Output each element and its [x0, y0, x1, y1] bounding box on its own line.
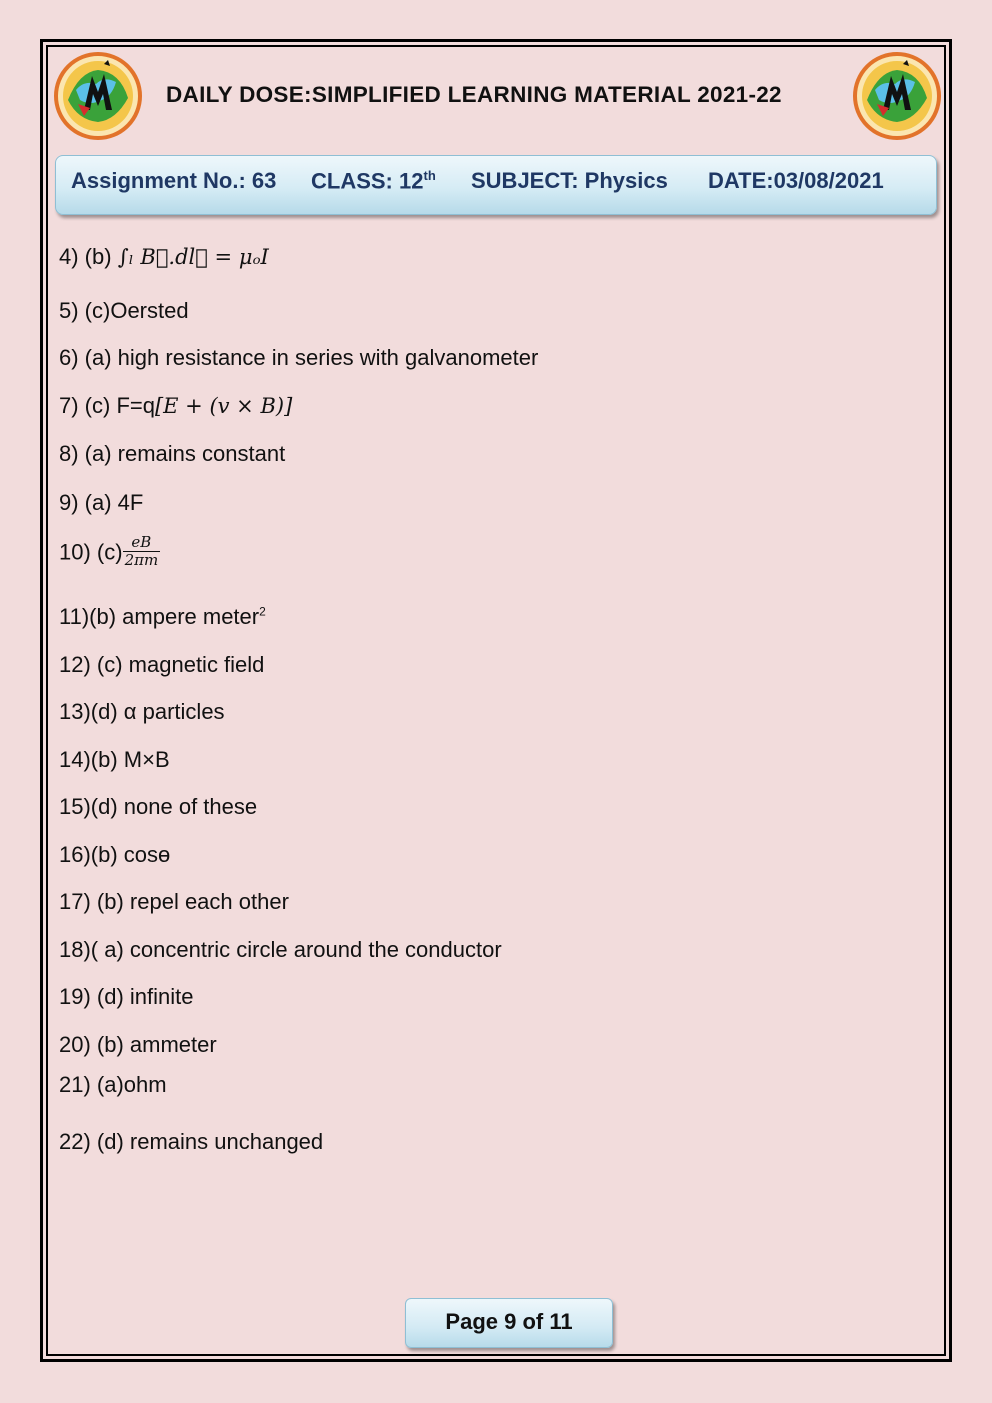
answer-item: 18)( a) concentric circle around the conductor: [59, 937, 502, 962]
answer-item: 4) (b) ∫ₗ B⃗.dl⃗ = μₒI: [59, 244, 269, 269]
document-title: DAILY DOSE:SIMPLIFIED LEARNING MATERIAL 2021-22: [166, 82, 782, 107]
assignment-info-bar: [55, 155, 937, 215]
class-label: CLASS: 12th: [311, 168, 436, 194]
answer-item: 20) (b) ammeter: [59, 1032, 217, 1057]
school-emblem-icon: [54, 50, 142, 142]
subject-label: SUBJECT: Physics: [471, 168, 668, 193]
answer-item: 15)(d) none of these: [59, 794, 258, 819]
answer-item: 9) (a) 4F: [59, 490, 144, 515]
school-emblem-icon: [853, 50, 941, 142]
answer-item: 12) (c) magnetic field: [59, 652, 265, 677]
answer-item: 7) (c) F=q[E + (v × B)]: [59, 393, 293, 418]
answer-item: 17) (b) repel each other: [59, 889, 289, 914]
answer-item: 11)(b) ampere meter$^2$: [59, 604, 266, 629]
answer-item: 5) (c)Oersted: [59, 298, 189, 323]
answer-item: 10) (c) $\frac{eB}{2\pi m}$: [59, 533, 159, 569]
date-label: DATE:03/08/2021: [708, 168, 884, 193]
answer-item: 21) (a)ohm: [59, 1072, 167, 1097]
answer-item: 19) (d) infinite: [59, 984, 194, 1009]
answer-item: 8) (a) remains constant: [59, 441, 286, 466]
answer-item: 16)(b) cosɵ: [59, 842, 171, 867]
assignment-number: Assignment No.: 63: [71, 168, 277, 193]
answer-item: 13)(d) α particles: [59, 699, 225, 724]
answer-item: 14)(b) M×B: [59, 747, 170, 772]
page-number: Page 9 of 11: [405, 1298, 613, 1348]
answer-item: 6) (a) high resistance in series with galvanometer: [59, 345, 539, 370]
answer-item: 22) (d) remains unchanged: [59, 1129, 324, 1154]
